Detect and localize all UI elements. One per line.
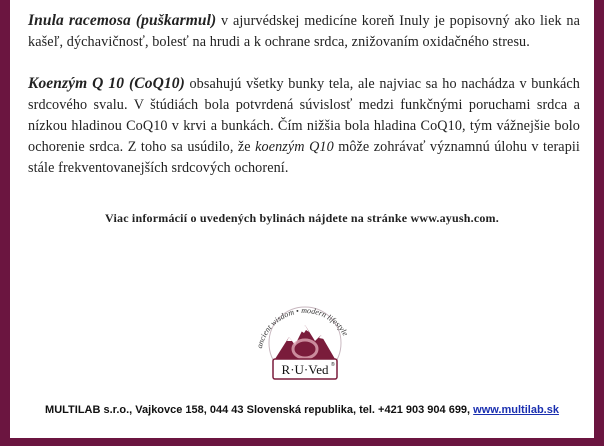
- paragraph-coq10-text-a: obsahujú všetky bunky tela, ale najviac sa ho nachádza v bunkách srdcového svalu. V štúdiách bola potvrdená súvislosť medzi funkčnými poruchami srdca a nízkou hladinou CoQ10 v krvi a bunkách. Čím nižšia bola hladina CoQ10, tým vážnejšie bolo ochorenie srdca. Z toho sa usúdilo, že: [28, 76, 580, 155]
- info-line: Viac informácií o uvedených bylinách nájdete na stránke www.ayush.com.: [105, 211, 499, 225]
- logo-arc-text: ancient wisdom • modern lifestyle: [254, 305, 350, 350]
- logo-registered-mark: ®: [331, 362, 335, 368]
- paragraph-coq10-text-b: môže zohrávať významnú úlohu v terapii stále frekventovanejších srdcových ochorení.: [28, 139, 580, 176]
- ruved-logo-graphic: [239, 287, 371, 395]
- logo-brand: R·U·Ved: [281, 362, 329, 377]
- footer-text: MULTILAB s.r.o., Vajkovce 158, 044 43 Slovenská republika, tel. +421 903 904 699,: [45, 404, 474, 416]
- term-inula: Inula racemosa: [28, 12, 131, 29]
- term-inula-note: (puškarmul): [130, 12, 217, 29]
- paragraph-inula-text: v ajurvédskej medicíne koreň Inuly je popisovný ako liek na kašeľ, dýchavičnosť, bolesť na hrudi a k ochrane srdca, znižovaním oxidačného stresu.: [28, 13, 580, 50]
- paragraph-coq10: [28, 73, 580, 179]
- page-frame-bottom: [0, 438, 604, 446]
- paragraph-inula: [28, 10, 580, 53]
- document-content: [28, 10, 580, 179]
- footer: [0, 404, 604, 416]
- footer-website-link[interactable]: www.multilab.sk: [473, 404, 559, 416]
- ruved-logo: [239, 287, 371, 395]
- term-coq10: Koenzým Q 10 (CoQ10): [28, 75, 185, 92]
- paragraph-coq10-italic: koenzým Q10: [255, 139, 334, 155]
